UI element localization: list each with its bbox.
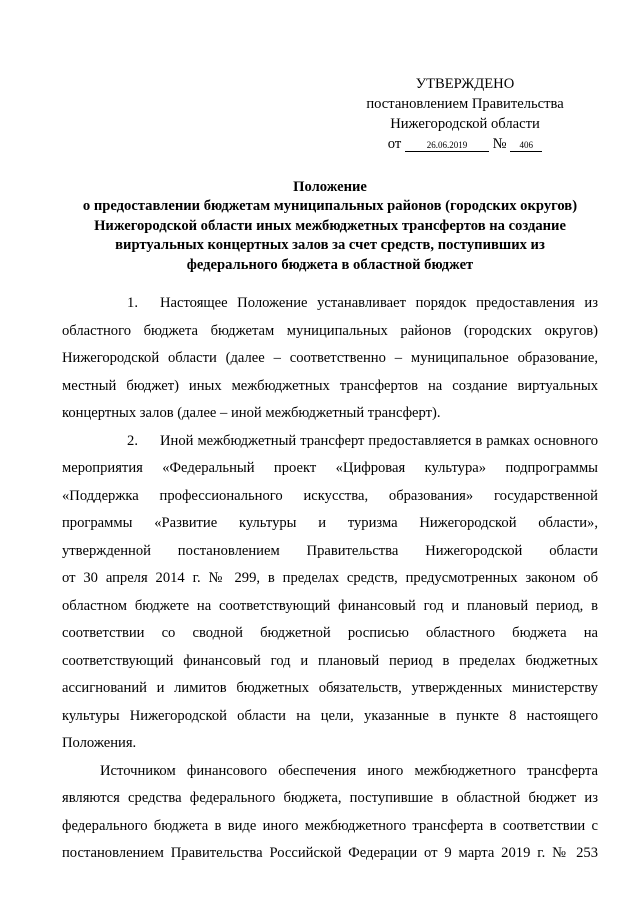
text-line: федерального бюджета в виде иного межбюджетного трансферта в соответствии с bbox=[62, 817, 598, 834]
text-line: «Поддержка профессионального искусства, образования» государственной bbox=[62, 487, 598, 504]
text-line: Иной межбюджетный трансферт предоставляется в рамках основного bbox=[160, 432, 598, 449]
text-line: Нижегородской области (далее – соответственно – муниципальное образование, bbox=[62, 350, 598, 366]
text-line: являются средства федерального бюджета, поступившие в областной бюджет из bbox=[62, 790, 598, 806]
title-line: виртуальных концертных залов за счет средств, поступивших из bbox=[115, 237, 545, 254]
text-line: соответствующий финансовый год и плановый период в пределах бюджетных bbox=[62, 652, 598, 669]
text-line: постановлением Правительства Российской Федерации от 9 марта 2019 г. № 253 bbox=[62, 845, 598, 861]
paragraph-3-first-line bbox=[62, 758, 598, 786]
text-line: мероприятия «Федеральный проект «Цифровая культура» подпрограммы bbox=[62, 460, 598, 476]
from-label: от bbox=[387, 136, 402, 152]
title-line: о предоставлении бюджетам муниципальных районов (городских округов) bbox=[82, 198, 578, 215]
document-title bbox=[70, 178, 590, 275]
text-line: от 30 апреля 2014 г. № 299, в пределах средств, предусмотренных законом об bbox=[62, 570, 598, 586]
text-line: местный бюджет) иных межбюджетных трансфертов на создание виртуальных bbox=[62, 377, 598, 394]
text-line: Источником финансового обеспечения иного межбюджетного трансферта bbox=[100, 762, 598, 779]
approval-date-row bbox=[330, 134, 600, 154]
paragraph-2-first-line bbox=[62, 428, 598, 456]
paragraph-1-number: 1. bbox=[127, 295, 138, 311]
approval-number: 406 bbox=[510, 139, 542, 152]
text-line: областном бюджете на соответствующий финансовый год и плановый период, в bbox=[62, 597, 598, 614]
title-line: Положение bbox=[293, 179, 367, 195]
document-body bbox=[62, 290, 598, 868]
title-line: федерального бюджета в областной бюджет bbox=[186, 256, 474, 273]
approval-resolution: постановлением Правительства bbox=[366, 96, 564, 112]
text-line: утвержденной постановлением Правительства Нижегородской области bbox=[62, 542, 598, 559]
text-line: ассигнований и лимитов бюджетных обязательств, утвержденных министерству bbox=[62, 680, 598, 696]
approval-heading: УТВЕРЖДЕНО bbox=[415, 76, 515, 92]
text-line: областного бюджета бюджетам муниципальных районов (городских округов) bbox=[62, 322, 598, 339]
text-line: Настоящее Положение устанавливает порядок предоставления из bbox=[160, 295, 598, 311]
approval-region: Нижегородской области bbox=[390, 116, 540, 132]
paragraph-2-number: 2. bbox=[127, 432, 138, 449]
text-line: концертных залов (далее – иной межбюджетный трансферт). bbox=[62, 405, 441, 421]
number-sign: № bbox=[492, 136, 507, 152]
text-line: культуры Нижегородской области на цели, указанные в пункте 8 настоящего bbox=[62, 707, 598, 724]
text-line: Положения. bbox=[62, 735, 137, 751]
approval-date: 26.06.2019 bbox=[405, 139, 489, 152]
text-line: программы «Развитие культуры и туризма Нижегородской области», bbox=[62, 515, 598, 531]
approval-stamp bbox=[330, 74, 600, 154]
paragraph-1-first-line bbox=[62, 290, 598, 318]
title-line: Нижегородской области иных межбюджетных трансфертов на создание bbox=[94, 217, 566, 234]
text-line: соответствии со сводной бюджетной росписью областного бюджета на bbox=[62, 625, 598, 641]
